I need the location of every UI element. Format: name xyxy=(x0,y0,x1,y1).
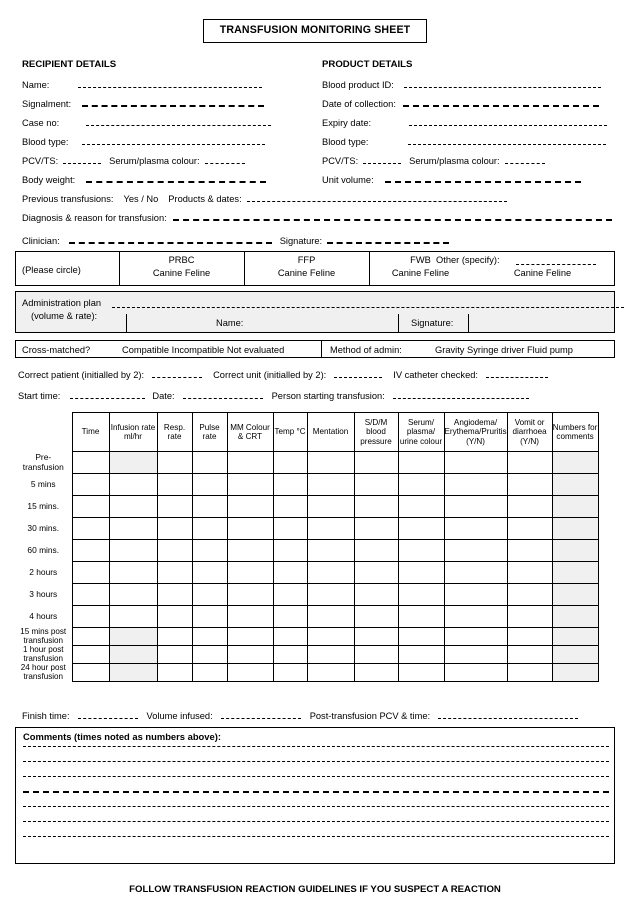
column-header-serum-plasma-urine-colour: Serum/ plasma/ urine colour xyxy=(398,413,444,452)
recipient-body-weight-label: Body weight: xyxy=(22,175,76,185)
product-id-label: Blood product ID: xyxy=(322,80,394,90)
table-cell[interactable] xyxy=(307,496,354,518)
table-cell[interactable] xyxy=(72,474,109,496)
table-cell[interactable] xyxy=(273,518,307,540)
recipient-name-row xyxy=(22,80,262,90)
product-blood-type-label: Blood type: xyxy=(322,137,369,147)
title-container xyxy=(0,19,630,43)
method-of-admin-options[interactable]: Gravity Syringe driver Fluid pump xyxy=(435,344,573,355)
table-cell[interactable] xyxy=(72,664,109,682)
product-details-heading: PRODUCT DETAILS xyxy=(322,59,413,70)
crossmatch-question: Cross-matched? xyxy=(22,344,91,355)
table-cell[interactable] xyxy=(273,562,307,584)
table-cell[interactable] xyxy=(398,562,444,584)
table-cell[interactable] xyxy=(192,646,227,664)
recipient-serum-colour-input[interactable] xyxy=(205,163,245,164)
comment-line-4[interactable] xyxy=(23,791,609,793)
recipient-case-no-input[interactable] xyxy=(86,125,271,126)
recipient-signalment-row xyxy=(22,99,264,109)
product-collection-date-label: Date of collection: xyxy=(322,99,396,109)
table-row xyxy=(15,496,598,518)
table-cell[interactable] xyxy=(72,540,109,562)
table-cell[interactable] xyxy=(157,474,192,496)
clinician-label: Clinician: xyxy=(22,236,60,246)
table-cell[interactable] xyxy=(192,562,227,584)
crossmatch-method-box xyxy=(15,340,615,358)
table-cell[interactable] xyxy=(354,496,398,518)
table-cell[interactable] xyxy=(507,540,552,562)
recipient-pcv-ts-label: PCV/TS: xyxy=(22,156,59,166)
product-blood-type-row xyxy=(322,137,606,147)
table-cell[interactable] xyxy=(552,474,598,496)
recipient-blood-type-input[interactable] xyxy=(82,144,265,145)
table-cell[interactable] xyxy=(444,474,507,496)
previous-transfusions-label: Previous transfusions: xyxy=(22,194,114,204)
administration-plan-divider-1 xyxy=(126,314,127,333)
table-cell[interactable] xyxy=(273,540,307,562)
crossmatch-options[interactable]: Compatible Incompatible Not evaluated xyxy=(122,344,285,355)
table-cell[interactable] xyxy=(109,452,157,474)
table-cell[interactable] xyxy=(507,646,552,664)
clinician-signature-input[interactable] xyxy=(327,242,449,244)
administration-plan-label-line1: Administration plan xyxy=(22,298,102,308)
comment-line-7[interactable] xyxy=(23,836,609,837)
row-label-10: 24 hour post transfusion xyxy=(15,664,72,682)
table-row xyxy=(15,584,598,606)
table-cell[interactable] xyxy=(157,584,192,606)
correct-patient-row xyxy=(18,370,548,380)
clinician-signature-label: Signature: xyxy=(279,236,323,246)
comment-line-5[interactable] xyxy=(23,806,609,807)
table-cell[interactable] xyxy=(157,518,192,540)
table-cell[interactable] xyxy=(109,518,157,540)
table-cell[interactable] xyxy=(398,540,444,562)
table-cell[interactable] xyxy=(273,646,307,664)
product-id-row xyxy=(322,80,601,90)
product-type-other-label: Other (specify): xyxy=(436,255,500,265)
recipient-name-input[interactable] xyxy=(78,87,262,88)
table-cell[interactable] xyxy=(307,474,354,496)
table-cell[interactable] xyxy=(507,452,552,474)
recipient-signalment-input[interactable] xyxy=(82,105,264,107)
table-cell[interactable] xyxy=(354,540,398,562)
table-cell[interactable] xyxy=(354,518,398,540)
table-cell[interactable] xyxy=(273,628,307,646)
table-row xyxy=(15,474,598,496)
table-cell[interactable] xyxy=(354,646,398,664)
product-type-ffp[interactable] xyxy=(244,254,369,280)
table-cell[interactable] xyxy=(157,452,192,474)
product-type-prbc-label: PRBC xyxy=(168,255,195,265)
comment-line-6[interactable] xyxy=(23,821,609,822)
table-row xyxy=(15,562,598,584)
product-type-other[interactable] xyxy=(436,254,611,280)
table-cell[interactable] xyxy=(273,584,307,606)
volume-infused-label: Volume infused: xyxy=(146,711,213,721)
recipient-pcv-ts-row xyxy=(22,156,245,166)
product-expiry-date-input[interactable] xyxy=(409,125,607,126)
table-cell[interactable] xyxy=(552,540,598,562)
table-cell[interactable] xyxy=(398,496,444,518)
row-label-2: 15 mins. xyxy=(15,496,72,518)
start-time-row xyxy=(18,391,529,401)
table-cell[interactable] xyxy=(307,562,354,584)
product-type-fwb-species[interactable]: Canine Feline xyxy=(391,268,450,278)
administration-plan-signature-label: Signature: xyxy=(411,318,454,328)
table-cell[interactable] xyxy=(307,540,354,562)
table-cell[interactable] xyxy=(157,606,192,628)
diagnosis-input[interactable] xyxy=(173,219,612,221)
table-cell[interactable] xyxy=(354,474,398,496)
start-time-input[interactable] xyxy=(70,398,145,399)
monitoring-table-corner xyxy=(15,413,72,452)
row-label-9: 1 hour post transfusion xyxy=(15,646,72,664)
table-cell[interactable] xyxy=(273,496,307,518)
product-type-other-species[interactable]: Canine Feline xyxy=(513,268,572,278)
product-pcv-ts-label: PCV/TS: xyxy=(322,156,359,166)
column-header-blood-pressure: S/D/M blood pressure xyxy=(354,413,398,452)
table-cell[interactable] xyxy=(307,646,354,664)
table-cell[interactable] xyxy=(192,474,227,496)
table-cell[interactable] xyxy=(72,452,109,474)
table-cell[interactable] xyxy=(552,518,598,540)
table-row xyxy=(15,540,598,562)
table-cell[interactable] xyxy=(227,518,273,540)
table-cell[interactable] xyxy=(444,452,507,474)
table-cell[interactable] xyxy=(398,584,444,606)
table-cell[interactable] xyxy=(552,606,598,628)
table-cell[interactable] xyxy=(227,562,273,584)
table-cell[interactable] xyxy=(227,496,273,518)
table-cell[interactable] xyxy=(273,664,307,682)
table-cell[interactable] xyxy=(444,540,507,562)
crossmatch-divider xyxy=(321,341,322,357)
table-cell[interactable] xyxy=(507,518,552,540)
post-transfusion-pcv-label: Post-transfusion PCV & time: xyxy=(309,711,431,721)
table-cell[interactable] xyxy=(72,518,109,540)
product-collection-date-row xyxy=(322,99,599,109)
correct-unit-label: Correct unit (initialled by 2): xyxy=(213,370,327,380)
table-cell[interactable] xyxy=(227,452,273,474)
recipient-body-weight-row xyxy=(22,175,266,185)
finish-row xyxy=(22,711,578,721)
table-cell[interactable] xyxy=(273,606,307,628)
table-cell[interactable] xyxy=(444,584,507,606)
table-cell[interactable] xyxy=(507,606,552,628)
table-cell[interactable] xyxy=(109,540,157,562)
table-cell[interactable] xyxy=(157,664,192,682)
table-cell[interactable] xyxy=(444,646,507,664)
table-cell[interactable] xyxy=(552,584,598,606)
previous-transfusions-options[interactable]: Yes / No xyxy=(123,194,159,204)
table-cell[interactable] xyxy=(552,452,598,474)
row-label-1: 5 mins xyxy=(15,474,72,496)
table-cell[interactable] xyxy=(444,664,507,682)
column-header-temp: Temp °C xyxy=(273,413,307,452)
comment-line-3[interactable] xyxy=(23,776,609,777)
correct-patient-input[interactable] xyxy=(152,377,202,378)
table-cell[interactable] xyxy=(552,664,598,682)
table-row xyxy=(15,646,598,664)
correct-patient-label: Correct patient (initialled by 2): xyxy=(18,370,145,380)
products-dates-label: Products & dates: xyxy=(168,194,242,204)
table-cell[interactable] xyxy=(507,562,552,584)
table-cell[interactable] xyxy=(398,518,444,540)
clinician-input[interactable] xyxy=(69,242,272,244)
product-serum-colour-label: Serum/plasma colour: xyxy=(409,156,500,166)
recipient-blood-type-label: Blood type: xyxy=(22,137,69,147)
recipient-details-heading: RECIPIENT DETAILS xyxy=(22,59,117,70)
table-cell[interactable] xyxy=(192,452,227,474)
table-cell[interactable] xyxy=(354,584,398,606)
recipient-body-weight-input[interactable] xyxy=(86,181,266,183)
product-pcv-ts-input[interactable] xyxy=(363,163,401,164)
start-time-label: Start time: xyxy=(18,391,61,401)
column-header-pulse-rate: Pulse rate xyxy=(192,413,227,452)
correct-unit-input[interactable] xyxy=(334,377,382,378)
table-cell[interactable] xyxy=(109,628,157,646)
column-header-angiodema-erythema-pruritis: Angiodema/ Erythema/Pruritis (Y/N) xyxy=(444,413,507,452)
table-cell[interactable] xyxy=(552,562,598,584)
table-cell[interactable] xyxy=(72,646,109,664)
table-cell[interactable] xyxy=(192,584,227,606)
comment-line-1[interactable] xyxy=(23,746,609,747)
clinician-row xyxy=(22,236,449,246)
table-cell[interactable] xyxy=(192,664,227,682)
table-row xyxy=(15,452,598,474)
table-cell[interactable] xyxy=(273,474,307,496)
table-cell[interactable] xyxy=(227,474,273,496)
table-cell[interactable] xyxy=(192,496,227,518)
table-cell[interactable] xyxy=(157,628,192,646)
column-header-mm-colour-crt: MM Colour & CRT xyxy=(227,413,273,452)
product-id-input[interactable] xyxy=(404,87,601,88)
table-cell[interactable] xyxy=(109,496,157,518)
table-cell[interactable] xyxy=(354,606,398,628)
monitoring-table xyxy=(15,412,599,682)
recipient-serum-colour-label: Serum/plasma colour: xyxy=(109,156,200,166)
previous-transfusions-row xyxy=(22,194,507,204)
table-cell[interactable] xyxy=(398,606,444,628)
table-cell[interactable] xyxy=(444,496,507,518)
table-cell[interactable] xyxy=(157,496,192,518)
finish-time-label: Finish time: xyxy=(22,711,70,721)
product-type-fwb-label: FWB xyxy=(410,255,431,265)
table-cell[interactable] xyxy=(507,664,552,682)
footer-warning: FOLLOW TRANSFUSION REACTION GUIDELINES IF YOU SUSPECT A REACTION xyxy=(129,884,501,895)
table-cell[interactable] xyxy=(227,646,273,664)
table-cell[interactable] xyxy=(354,628,398,646)
product-unit-volume-label: Unit volume: xyxy=(322,175,374,185)
product-unit-volume-input[interactable] xyxy=(385,181,581,183)
column-header-infusion-rate: Infusion rate ml/hr xyxy=(109,413,157,452)
page-title: TRANSFUSION MONITORING SHEET xyxy=(203,19,428,43)
table-cell[interactable] xyxy=(109,606,157,628)
table-cell[interactable] xyxy=(507,474,552,496)
table-cell[interactable] xyxy=(109,646,157,664)
table-cell[interactable] xyxy=(507,584,552,606)
product-type-prbc-species[interactable]: Canine Feline xyxy=(152,268,211,278)
method-of-admin-label: Method of admin: xyxy=(330,344,402,355)
recipient-name-label: Name: xyxy=(22,80,50,90)
please-circle-label: (Please circle) xyxy=(22,265,81,275)
row-label-0: Pre-transfusion xyxy=(15,452,72,474)
table-cell[interactable] xyxy=(398,452,444,474)
administration-plan-input[interactable] xyxy=(112,307,624,308)
table-cell[interactable] xyxy=(307,452,354,474)
column-header-numbers-for-comments: Numbers for comments xyxy=(552,413,598,452)
table-cell[interactable] xyxy=(109,562,157,584)
product-type-box xyxy=(15,251,615,286)
product-expiry-date-row xyxy=(322,118,607,128)
date-input[interactable] xyxy=(183,398,263,399)
table-cell[interactable] xyxy=(507,496,552,518)
diagnosis-row xyxy=(22,213,612,223)
administration-plan-label xyxy=(22,297,101,322)
date-label: Date: xyxy=(152,391,175,401)
administration-plan-name-label: Name: xyxy=(216,318,244,328)
table-cell[interactable] xyxy=(227,584,273,606)
product-unit-volume-row xyxy=(322,175,581,185)
product-blood-type-input[interactable] xyxy=(408,144,606,145)
recipient-case-no-label: Case no: xyxy=(22,118,60,128)
product-serum-colour-input[interactable] xyxy=(505,163,545,164)
column-header-mentation: Mentation xyxy=(307,413,354,452)
administration-plan-box xyxy=(15,291,615,333)
table-cell[interactable] xyxy=(552,628,598,646)
product-type-other-input[interactable] xyxy=(516,264,596,265)
column-header-resp-rate: Resp. rate xyxy=(157,413,192,452)
product-type-ffp-species[interactable]: Canine Feline xyxy=(277,268,336,278)
row-label-3: 30 mins. xyxy=(15,518,72,540)
row-label-7: 4 hours xyxy=(15,606,72,628)
recipient-pcv-ts-input[interactable] xyxy=(63,163,101,164)
person-starting-input[interactable] xyxy=(393,398,529,399)
table-cell[interactable] xyxy=(157,646,192,664)
table-cell[interactable] xyxy=(192,540,227,562)
product-collection-date-input[interactable] xyxy=(403,105,599,107)
table-row xyxy=(15,606,598,628)
table-cell[interactable] xyxy=(507,628,552,646)
table-cell[interactable] xyxy=(354,664,398,682)
table-cell[interactable] xyxy=(444,606,507,628)
table-cell[interactable] xyxy=(192,628,227,646)
table-cell[interactable] xyxy=(398,474,444,496)
table-cell[interactable] xyxy=(307,606,354,628)
post-transfusion-pcv-input[interactable] xyxy=(438,718,578,719)
table-cell[interactable] xyxy=(192,606,227,628)
row-label-8: 15 mins post transfusion xyxy=(15,628,72,646)
table-cell[interactable] xyxy=(444,518,507,540)
table-cell[interactable] xyxy=(227,628,273,646)
table-cell[interactable] xyxy=(273,452,307,474)
table-cell[interactable] xyxy=(398,628,444,646)
table-cell[interactable] xyxy=(227,540,273,562)
table-cell[interactable] xyxy=(307,628,354,646)
table-cell[interactable] xyxy=(227,606,273,628)
table-cell[interactable] xyxy=(109,474,157,496)
table-cell[interactable] xyxy=(398,664,444,682)
column-header-vomit-diarrhoea: Vomit or diarrhoea (Y/N) xyxy=(507,413,552,452)
table-cell[interactable] xyxy=(192,518,227,540)
recipient-case-no-row xyxy=(22,118,271,128)
table-cell[interactable] xyxy=(307,518,354,540)
comments-box xyxy=(15,727,615,864)
comments-title: Comments (times noted as numbers above): xyxy=(23,731,221,742)
administration-plan-divider-3 xyxy=(468,314,469,333)
table-row xyxy=(15,518,598,540)
table-row xyxy=(15,628,598,646)
table-cell[interactable] xyxy=(72,628,109,646)
product-type-ffp-label: FFP xyxy=(297,255,316,265)
table-cell[interactable] xyxy=(109,584,157,606)
product-pcv-ts-row xyxy=(322,156,545,166)
table-cell[interactable] xyxy=(72,584,109,606)
table-cell[interactable] xyxy=(444,562,507,584)
table-cell[interactable] xyxy=(307,584,354,606)
table-cell[interactable] xyxy=(157,540,192,562)
iv-catheter-label: IV catheter checked: xyxy=(393,370,479,380)
table-cell[interactable] xyxy=(72,562,109,584)
table-cell[interactable] xyxy=(72,496,109,518)
row-label-5: 2 hours xyxy=(15,562,72,584)
recipient-signalment-label: Signalment: xyxy=(22,99,72,109)
product-type-prbc[interactable] xyxy=(119,254,244,280)
administration-plan-divider-2 xyxy=(398,314,399,333)
product-expiry-date-label: Expiry date: xyxy=(322,118,372,128)
monitoring-table-body xyxy=(15,452,598,682)
table-cell[interactable] xyxy=(109,664,157,682)
table-cell[interactable] xyxy=(227,664,273,682)
table-row xyxy=(15,664,598,682)
iv-catheter-input[interactable] xyxy=(486,377,548,378)
row-label-4: 60 mins. xyxy=(15,540,72,562)
table-cell[interactable] xyxy=(444,628,507,646)
diagnosis-label: Diagnosis & reason for transfusion: xyxy=(22,213,167,223)
table-cell[interactable] xyxy=(72,606,109,628)
volume-infused-input[interactable] xyxy=(221,718,301,719)
table-cell[interactable] xyxy=(398,646,444,664)
finish-time-input[interactable] xyxy=(78,718,138,719)
table-cell[interactable] xyxy=(354,562,398,584)
table-cell[interactable] xyxy=(157,562,192,584)
row-label-6: 3 hours xyxy=(15,584,72,606)
comment-line-2[interactable] xyxy=(23,761,609,762)
table-cell[interactable] xyxy=(552,646,598,664)
person-starting-label: Person starting transfusion: xyxy=(271,391,385,401)
table-cell[interactable] xyxy=(354,452,398,474)
table-cell[interactable] xyxy=(307,664,354,682)
column-header-time: Time xyxy=(72,413,109,452)
products-dates-input[interactable] xyxy=(247,201,507,202)
recipient-blood-type-row xyxy=(22,137,265,147)
monitoring-table-header-row xyxy=(15,413,598,452)
administration-plan-label-line2: (volume & rate): xyxy=(31,310,98,321)
table-cell[interactable] xyxy=(552,496,598,518)
